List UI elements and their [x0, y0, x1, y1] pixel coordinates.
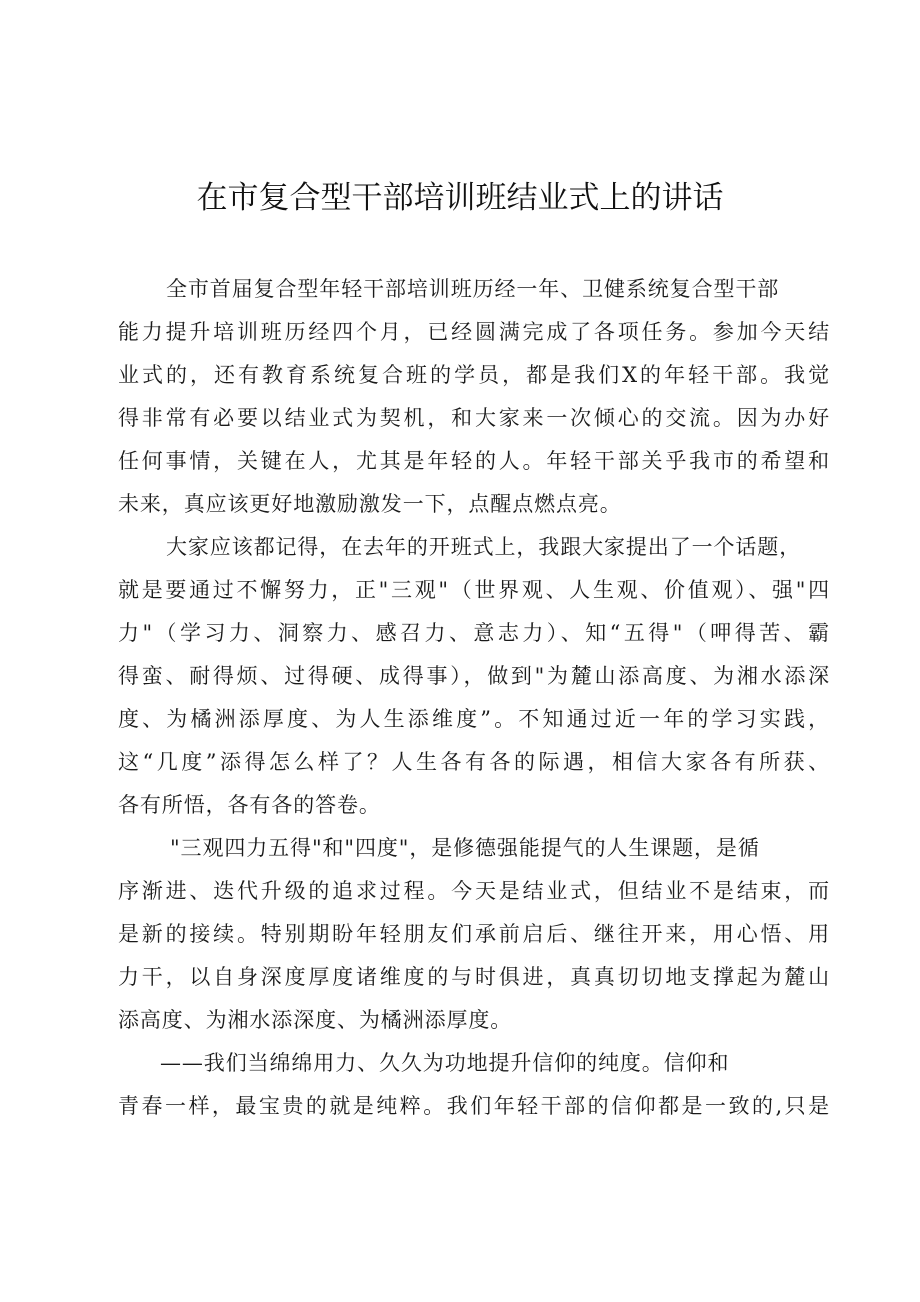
paragraph-2-line-7: 各有所悟，各有各的答卷。	[118, 793, 381, 817]
paragraph-3-line-4: 力干，以自身深度厚度诸维度的与时俱进，真真切切地支撑起为麓山	[118, 965, 830, 989]
paragraph-4-line-1: ——我们当绵绵用力、久久为功地提升信仰的纯度。信仰和	[160, 1051, 730, 1075]
paragraph-4-line-2: 青春一样，最宝贵的就是纯粹。我们年轻干部的信仰都是一致的,只是	[118, 1094, 830, 1118]
paragraph-1-line-4: 得非常有必要以结业式为契机，和大家来一次倾心的交流。因为办好	[118, 406, 830, 430]
paragraph-1-line-5: 任何事情，关键在人，尤其是年轻的人。年轻干部关乎我市的希望和	[118, 449, 830, 473]
paragraph-2-line-5: 度、为橘洲添厚度、为人生添维度”。不知通过近一年的学习实践，	[118, 707, 830, 731]
paragraph-3-line-5: 添高度、为湘水添深度、为橘洲添厚度。	[118, 1008, 513, 1032]
paragraph-1-line-1: 全市首届复合型年轻干部培训班历经一年、卫健系统复合型干部	[166, 277, 780, 301]
paragraph-1-line-6: 未来，真应该更好地激励激发一下，点醒点燃点亮。	[118, 492, 622, 516]
document-title: 在市复合型干部培训班结业式上的讲话	[196, 180, 724, 216]
paragraph-1-line-2: 能力提升培训班历经四个月，已经圆满完成了各项任务。参加今天结	[118, 320, 830, 344]
paragraph-2-line-4: 得蛮、耐得烦、过得硬、成得事），做到"为麓山添高度、为湘水添深	[118, 664, 830, 688]
paragraph-2-line-1: 大家应该都记得，在去年的开班式上，我跟大家提出了一个话题，	[166, 535, 802, 559]
paragraph-3-line-1: "三观四力五得"和"四度"，是修德强能提气的人生课题，是循	[170, 836, 760, 860]
paragraph-2-line-2: 就是要通过不懈努力，正"三观"（世界观、人生观、价值观）、强"四	[118, 578, 830, 602]
paragraph-2-line-6: 这“几度”添得怎么样了？人生各有各的际遇，相信大家各有所获、	[118, 750, 830, 774]
paragraph-2-line-3: 力"（学习力、洞察力、感召力、意志力）、知“五得"（呷得苦、霸	[118, 621, 830, 645]
paragraph-3-line-2: 序渐进、迭代升级的追求过程。今天是结业式，但结业不是结束，而	[118, 879, 830, 903]
paragraph-3-line-3: 是新的接续。特别期盼年轻朋友们承前启后、继往开来，用心悟、用	[118, 922, 830, 946]
document-body	[118, 268, 830, 1128]
paragraph-1-line-3: 业式的，还有教育系统复合班的学员，都是我们X的年轻干部。我觉	[118, 363, 830, 387]
